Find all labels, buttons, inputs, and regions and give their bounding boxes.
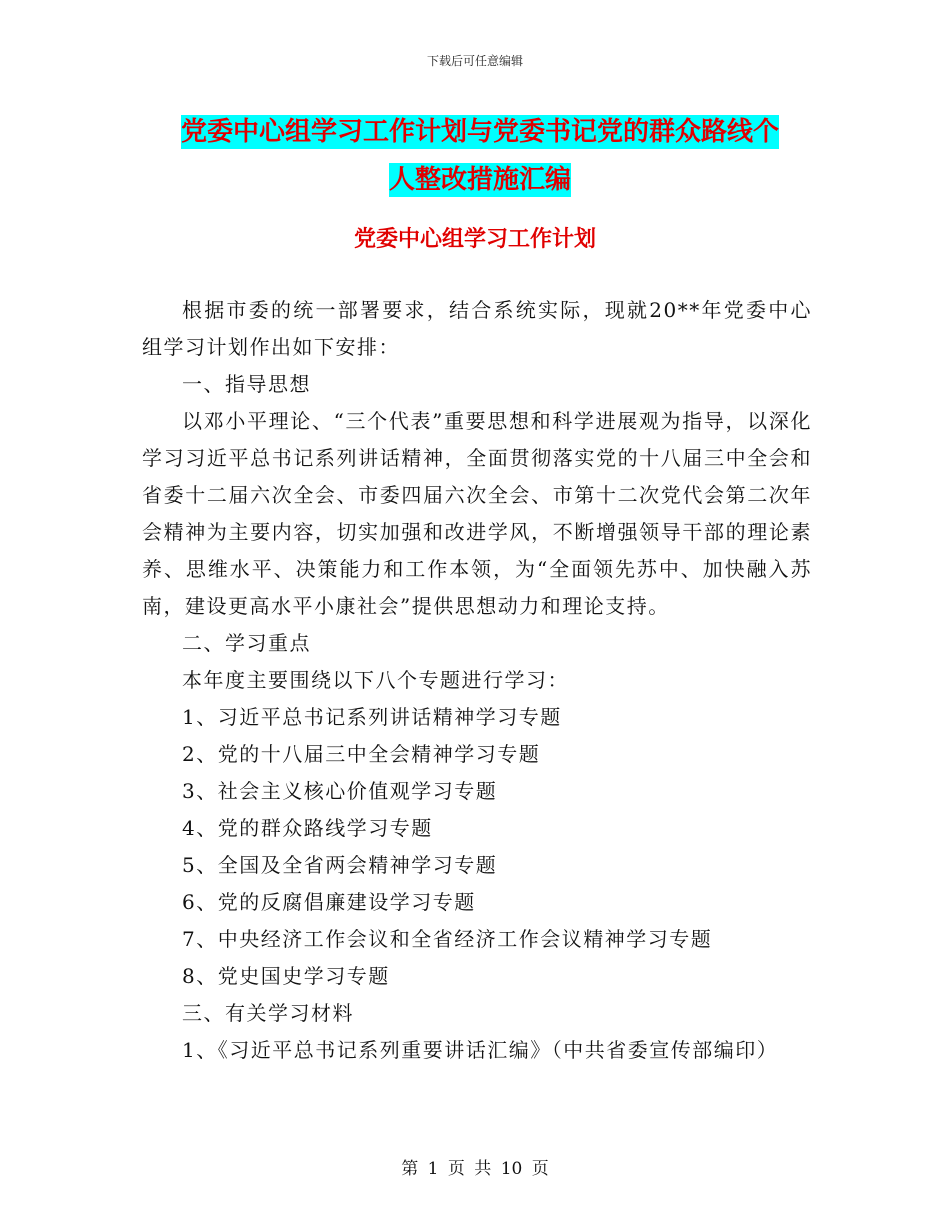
page-footer: 第 1 页 共 10 页 <box>401 1159 549 1179</box>
intro-paragraph: 根据市委的统一部署要求，结合系统实际，现就20**年党委中心组学习计划作出如下安排： <box>142 298 812 359</box>
guiding-paragraph: 以邓小平理论、“三个代表”重要思想和科学进展观为指导，以深化学习习近平总书记系列讲话精神，全面贯彻落实党的十八届三中全会和省委十二届六次全会、市委四届六次全会、市第十二次党代会第二次年会精神为主要内容，切实加强和改进学风，不断增强领导干部的理论素养、思维水平、决策能力和工作本领，为“全面领先苏中、加快融入苏南，建设更高水平小康社会”提供思想动力和理论支持。 <box>142 409 812 618</box>
document-title-line-2: 人整改措施汇编 <box>388 165 571 195</box>
document-title-line-1: 党委中心组学习工作计划与党委书记党的群众路线个 <box>180 117 779 147</box>
header-note: 下载后可任意编辑 <box>426 54 523 68</box>
document-body <box>142 292 812 1069</box>
heading-study-materials: 三、有关学习材料 <box>182 1001 354 1025</box>
focus-intro: 本年度主要围绕以下八个专题进行学习： <box>182 668 569 692</box>
section-title: 党委中心组学习工作计划 <box>353 227 596 252</box>
heading-study-focus: 二、学习重点 <box>182 631 311 655</box>
document-title <box>140 108 820 204</box>
list-item: 4、党的群众路线学习专题 <box>182 816 433 840</box>
list-item: 3、社会主义核心价值观学习专题 <box>182 779 498 803</box>
list-item: 7、中央经济工作会议和全省经济工作会议精神学习专题 <box>182 927 713 951</box>
list-item: 8、党史国史学习专题 <box>182 964 390 988</box>
list-item: 5、全国及全省两会精神学习专题 <box>182 853 498 877</box>
list-item: 1、习近平总书记系列讲话精神学习专题 <box>182 705 562 729</box>
list-item: 6、党的反腐倡廉建设学习专题 <box>182 890 476 914</box>
heading-guiding-ideology: 一、指导思想 <box>182 372 311 396</box>
list-item: 2、党的十八届三中全会精神学习专题 <box>182 742 541 766</box>
material-item: 1、《习近平总书记系列重要讲话汇编》（中共省委宣传部编印） <box>182 1038 779 1062</box>
